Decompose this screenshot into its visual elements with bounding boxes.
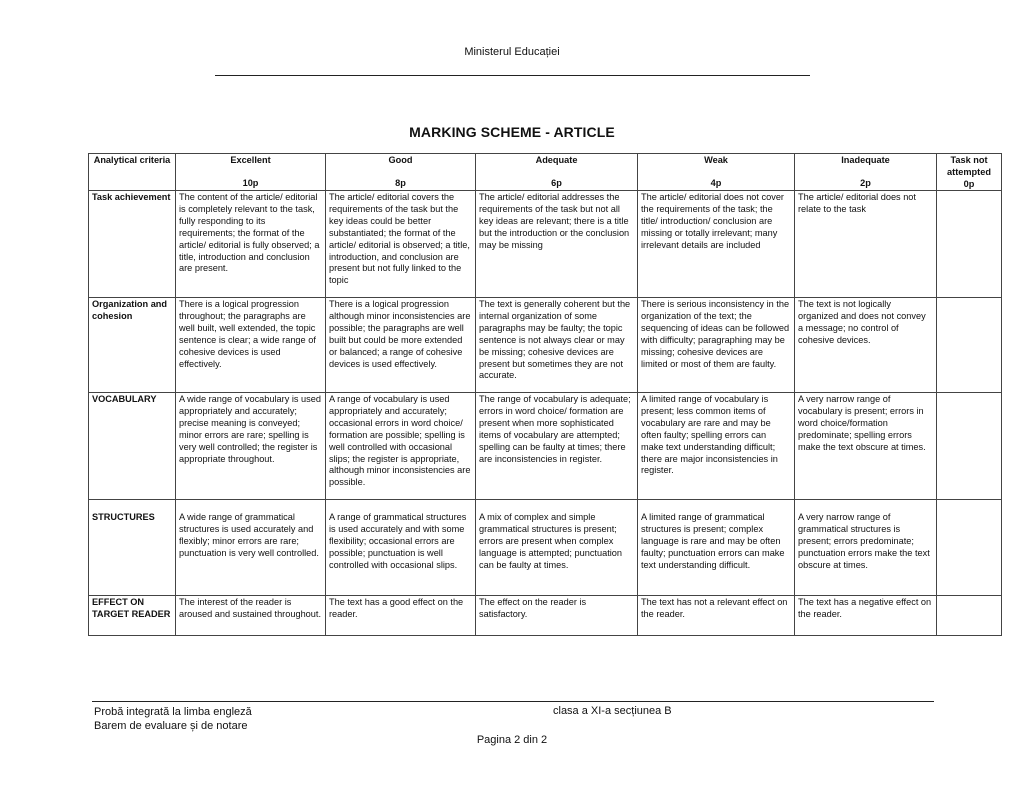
table-cell: The content of the article/ editorial is completely relevant to the task, fully responding to its requirements; the format of the article/ editorial is fully observed; a title, introduction and conclusion are present. — [176, 191, 326, 298]
table-cell — [937, 298, 1002, 393]
table-cell: The effect on the reader is satisfactory. — [476, 596, 638, 636]
table-cell: The interest of the reader is aroused and sustained throughout. — [176, 596, 326, 636]
table-cell: The text has a negative effect on the reader. — [795, 596, 937, 636]
table-cell: The text has not a relevant effect on the reader. — [638, 596, 795, 636]
criterion-cell: VOCABULARY — [89, 393, 176, 500]
footer-divider — [92, 701, 934, 702]
table-cell: A very narrow range of grammatical structures is present; errors predominate; punctuation errors make the text obscure at times. — [795, 500, 937, 596]
footer-exam-line: Probă integrată la limba engleză — [94, 706, 252, 718]
table-cell: The text is generally coherent but the internal organization of some paragraphs may be faulty; the topic sentence is not always clear or may be missing; cohesive devices are present but sometimes they are not accurate. — [476, 298, 638, 393]
table-cell — [937, 393, 1002, 500]
criterion-cell: STRUCTURES — [89, 500, 176, 596]
footer-exam-line: Barem de evaluare și de notare — [94, 720, 248, 732]
table-cell: There is a logical progression although minor inconsistencies are possible; the paragraphs are well built but could be more extended or balanced; a range of cohesive devices is used effectively. — [326, 298, 476, 393]
table-row — [89, 298, 1002, 393]
table-header-row — [89, 154, 1002, 191]
table-cell: A limited range of grammatical structures is present; complex language is rare and may be often faulty; punctuation errors can make text understanding difficult. — [638, 500, 795, 596]
table-cell: A very narrow range of vocabulary is present; errors in word choice/formation predominate; spelling errors make the text obscure at times. — [795, 393, 937, 500]
criterion-cell: Organization and cohesion — [89, 298, 176, 393]
marking-scheme-table — [88, 153, 1002, 636]
criterion-cell: Task achievement — [89, 191, 176, 298]
column-header: Inadequate 2p — [795, 154, 937, 191]
table-cell: The range of vocabulary is adequate; errors in word choice/ formation are present when more sophisticated items of vocabulary are attempted; spelling can be faulty at times; there are inconsistencies in register. — [476, 393, 638, 500]
column-header: Analytical criteria — [89, 154, 176, 191]
table-cell: The article/ editorial does not cover the requirements of the task; the title/ introduction/ conclusion are missing or totally irrelevant; many irrelevant details are included — [638, 191, 795, 298]
table-row — [89, 191, 1002, 298]
table-cell: A wide range of vocabulary is used appropriately and accurately; precise meaning is conveyed; minor errors are rare; spelling is very well controlled; the register is appropriate throughout. — [176, 393, 326, 500]
column-header: Excellent 10p — [176, 154, 326, 191]
table-cell: There is serious inconsistency in the organization of the text; the sequencing of ideas can be followed with difficulty; paragraphing may be missing; cohesive devices are limited or most of them are faulty. — [638, 298, 795, 393]
ministry-header: Ministerul Educației — [464, 46, 560, 58]
table-cell: A range of vocabulary is used appropriately and accurately; occasional errors in word choice/ formation are possible; spelling is well controlled with occasional slips; the register is appropriate, although minor inconsistencies are possible. — [326, 393, 476, 500]
table-cell — [937, 500, 1002, 596]
table-row — [89, 500, 1002, 596]
table-cell: The article/ editorial addresses the requirements of the task but not all key ideas are relevant; there is a title but the introduction or the conclusion may be missing — [476, 191, 638, 298]
page-number: Pagina 2 din 2 — [476, 734, 548, 746]
table-cell: The article/ editorial covers the requirements of the task but the key ideas could be better substantiated; the format of the article/ editorial is observed; a title, introduction, and conclusion are present but not fully linked to the topic — [326, 191, 476, 298]
table-cell: A range of grammatical structures is used accurately and with some flexibility; occasional errors are possible; punctuation is well controlled with occasional slips. — [326, 500, 476, 596]
table-row — [89, 596, 1002, 636]
table-cell: A mix of complex and simple grammatical structures is present; errors are present when complex language is attempted; punctuation can be faulty at times. — [476, 500, 638, 596]
table-row — [89, 393, 1002, 500]
column-header: Good 8p — [326, 154, 476, 191]
criterion-cell: EFFECT ON TARGET READER — [89, 596, 176, 636]
table-cell: There is a logical progression throughout; the paragraphs are well built, well extended, the topic sentence is clear; a wide range of cohesive devices is used effectively. — [176, 298, 326, 393]
table-cell: The article/ editorial does not relate to the task — [795, 191, 937, 298]
table-cell: The text is not logically organized and does not convey a message; no control of cohesive devices. — [795, 298, 937, 393]
footer-class-info: clasa a XI-a secțiunea B — [553, 705, 672, 717]
column-header: Task not attempted 0p — [937, 154, 1002, 191]
column-header: Weak 4p — [638, 154, 795, 191]
header-divider — [215, 75, 810, 76]
table-cell — [937, 191, 1002, 298]
table-cell: The text has a good effect on the reader. — [326, 596, 476, 636]
column-header: Adequate 6p — [476, 154, 638, 191]
table-cell: A wide range of grammatical structures is used accurately and flexibly; minor errors are rare; punctuation is very well controlled. — [176, 500, 326, 596]
page-title: MARKING SCHEME - ARTICLE — [409, 124, 615, 140]
table-cell — [937, 596, 1002, 636]
footer-exam-info — [94, 705, 252, 733]
table-cell: A limited range of vocabulary is present; less common items of vocabulary are rare and may be often faulty; spelling errors can make text understanding difficult; there are major inconsistencies in register. — [638, 393, 795, 500]
